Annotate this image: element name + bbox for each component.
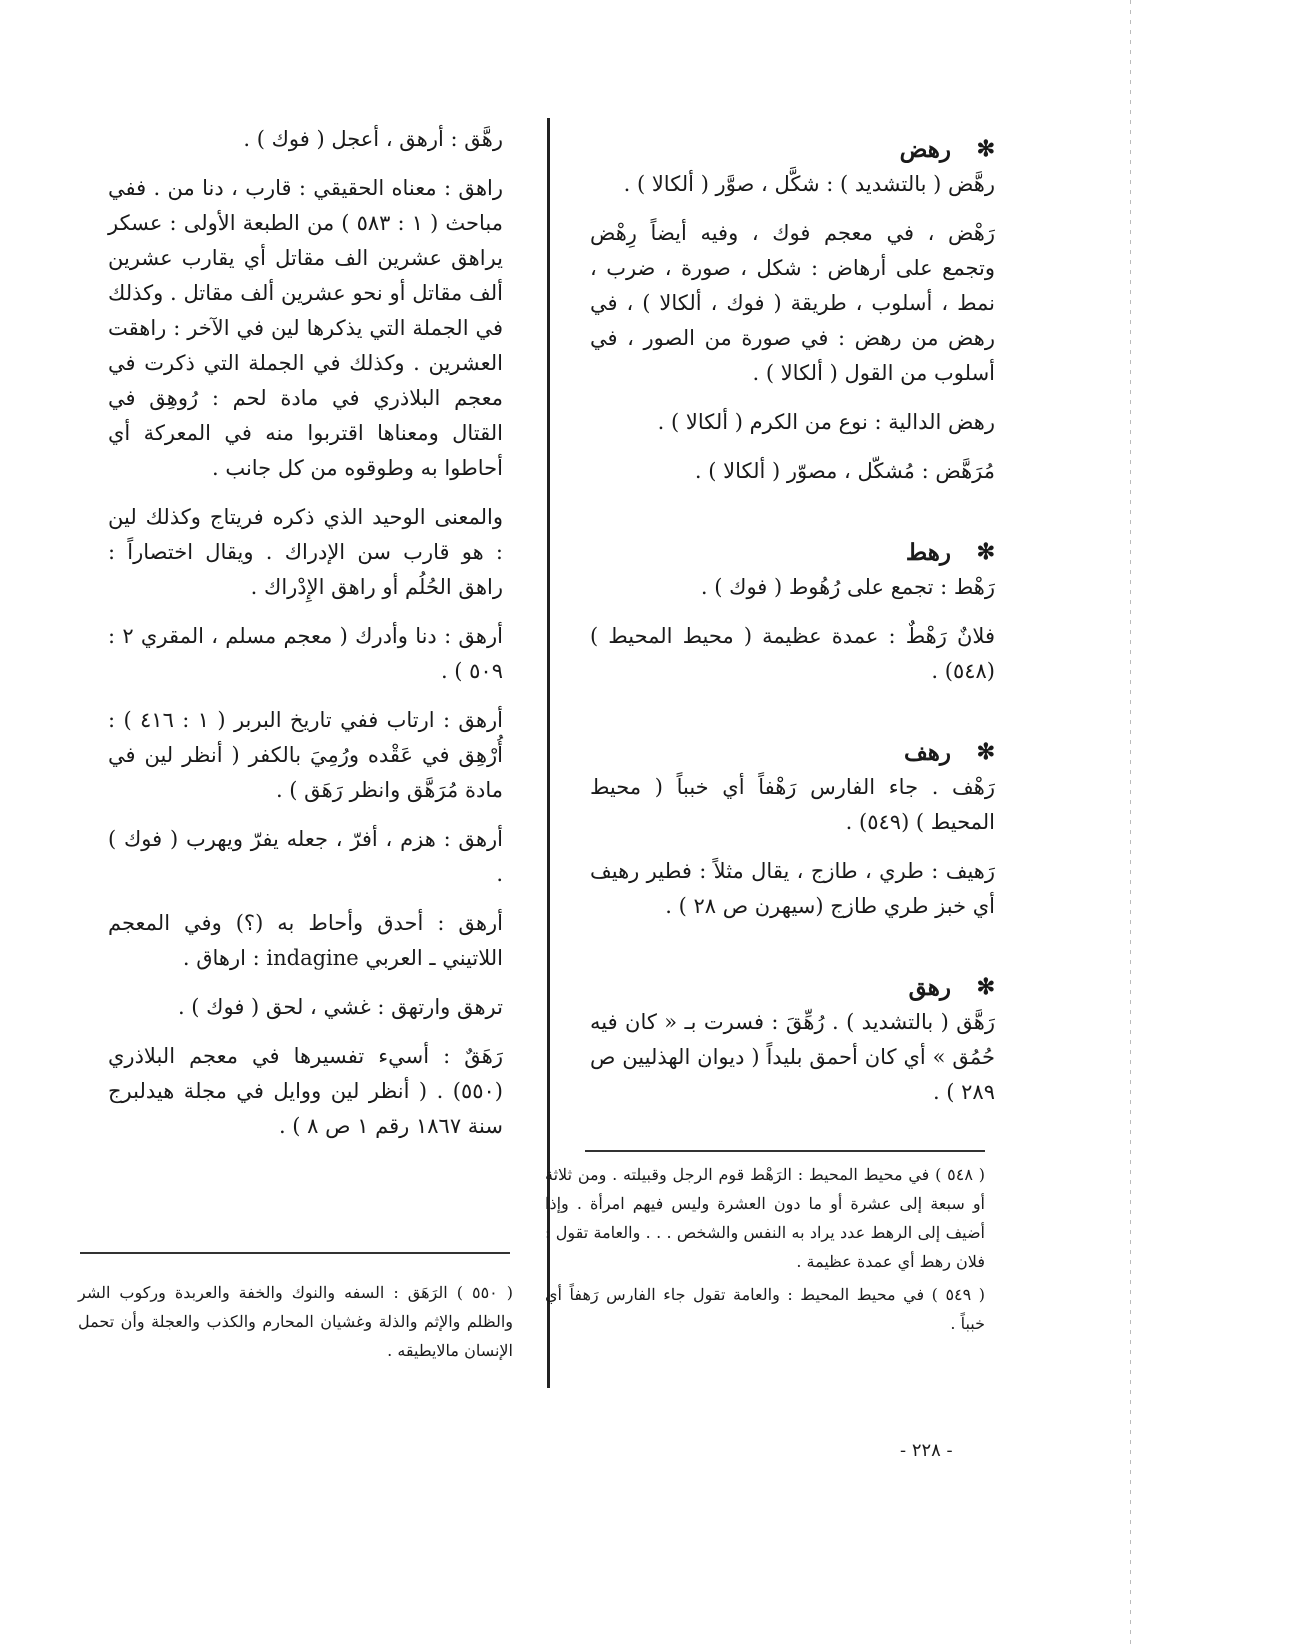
footnotes-right (545, 1160, 985, 1342)
scan-edge (1130, 0, 1131, 1646)
paragraph: أرهق : هزم ، أفرّ ، جعله يفرّ ويهرب ( فوك ) . (108, 827, 503, 886)
paragraph: رَهيف : طري ، طازج ، يقال مثلاً : فطير رهيف أي خبز طري طازج (سيهرن ص ٢٨ ) . (590, 859, 995, 918)
entry-rhd (590, 132, 995, 489)
paragraph: رَهْط : تجمع على رُهُوط ( فوك ) . (700, 575, 995, 599)
paragraph: أرهق : ارتاب ففي تاريخ البربر ( ١ : ٤١٦ ) : أُرْهِق في عَقْده ورُمِيَ بالكفر ( أنظر لين في مادة مُرَهَّق وانظر رَهَق ) . (108, 708, 503, 802)
headword-text: رهض (899, 136, 951, 163)
paragraph: والمعنى الوحيد الذي ذكره فريتاج وكذلك لين : هو قارب سن الإدراك . ويقال اختصاراً : راهق الحُلُم أو راهق الإِدْراك . (108, 505, 503, 599)
footnotes-left (78, 1278, 513, 1369)
right-column (590, 122, 995, 1124)
footnote: ( ٥٤٨ ) في محيط المحيط : الرَهْط قوم الرجل وقبيلته . ومن ثلاثة أو سبعة إلى عشرة أو ما دون العشرة وليس فيهم امرأة . وإذا أضيف إلى الرهط عدد يراد به النفس والشخص . . . والعامة تقول : فلان رهط أي عمدة عظيمة . (545, 1165, 986, 1271)
asterisk-icon: ✻ (976, 974, 995, 1000)
page-number: - ٢٢٨ - (900, 1440, 953, 1461)
footnote-rule (80, 1252, 510, 1254)
paragraph: رهَّق : أرهق ، أعجل ( فوك ) . (243, 127, 503, 151)
headword-text: رهط (905, 539, 951, 566)
headword-text: رهق (908, 974, 951, 1001)
headword (590, 535, 995, 570)
footnote: ( ٥٥٠ ) الرَهَق : السفه والنوك والخفة والعربدة وركوب الشر والظلم والإثم والذلة وغشيان المحارم والكذب والعجلة وأن تحمل الإنسان مالايطيقه . (78, 1283, 514, 1360)
headword-text: رهف (903, 739, 951, 766)
headword (590, 132, 995, 167)
left-column (108, 122, 503, 1158)
paragraph: رَهْض ، في معجم فوك ، وفيه أيضاً رِهْض وتجمع على أرهاض : شكل ، صورة ، ضرب ، نمط ، أسلوب ، طريقة ( فوك ، ألكالا ) ، في رهض من رهض : في صورة من الصور ، في أسلوب من القول ( ألكالا ) . (590, 221, 995, 385)
paragraph: رَهَقٌ : أسيء تفسيرها في معجم البلاذري (٥٥٠) . ( أنظر لين ووايل في مجلة هيدلبرج سنة ١٨٦٧ رقم ١ ص ٨ ) . (108, 1044, 503, 1138)
paragraph: راهق : معناه الحقيقي : قارب ، دنا من . ففي مباحث ( ١ : ٥٨٣ ) من الطبعة الأولى : عسكر يراهق عشرين الف مقاتل أي يقارب عشرين ألف مقاتل أو نحو عشرين ألف مقاتل . وكذلك في الجملة التي يذكرها لين في الآخر : راهقت العشرين . وكذلك في الجملة التي ذكرت في معجم البلاذري في مادة لحم : رُوهِق في القتال ومعناها اقتربوا منه في المعركة أي أحاطوا به وطوقوه من كل جانب . (108, 176, 503, 480)
headword (590, 735, 995, 770)
headword (590, 970, 995, 1005)
paragraph: رهَّض ( بالتشديد ) : شكَّل ، صوَّر ( ألكالا ) . (623, 172, 995, 196)
entry-rhq (590, 970, 995, 1110)
paragraph: ترهق وارتهق : غشي ، لحق ( فوك ) . (177, 995, 503, 1019)
paragraph: أرهق : دنا وأدرك ( معجم مسلم ، المقري ٢ : ٥٠٩ ) . (108, 624, 503, 683)
footnote-rule (585, 1150, 985, 1152)
footnote: ( ٥٤٩ ) في محيط المحيط : والعامة تقول جاء الفارس رَهفاً أي خبباً . (545, 1285, 986, 1333)
entry-rhf (590, 735, 995, 924)
paragraph: رهض الدالية : نوع من الكرم ( ألكالا ) . (657, 410, 995, 434)
asterisk-icon: ✻ (976, 539, 995, 565)
paragraph: فلانٌ رَهْطٌ : عمدة عظيمة ( محيط المحيط ) (٥٤٨) . (590, 624, 995, 683)
asterisk-icon: ✻ (976, 136, 995, 162)
paragraph: مُرَهَّض : مُشكّل ، مصوّر ( ألكالا ) . (694, 459, 995, 483)
paragraph: رَهْف . جاء الفارس رَهْفاً أي خبباً ( محيط المحيط ) (٥٤٩) . (590, 775, 995, 834)
paragraph: رَهَّق ( بالتشديد ) . رُهِّقَ : فسرت بـ « كان فيه حُمُق » أي كان أحمق بليداً ( ديوان الهذليين ص ٢٨٩ ) . (590, 1010, 995, 1104)
asterisk-icon: ✻ (976, 739, 995, 765)
paragraph: أرهق : أحدق وأحاط به (؟) وفي المعجم اللاتيني ـ العربي indagine : ارهاق . (108, 911, 503, 970)
entry-rht (590, 535, 995, 689)
